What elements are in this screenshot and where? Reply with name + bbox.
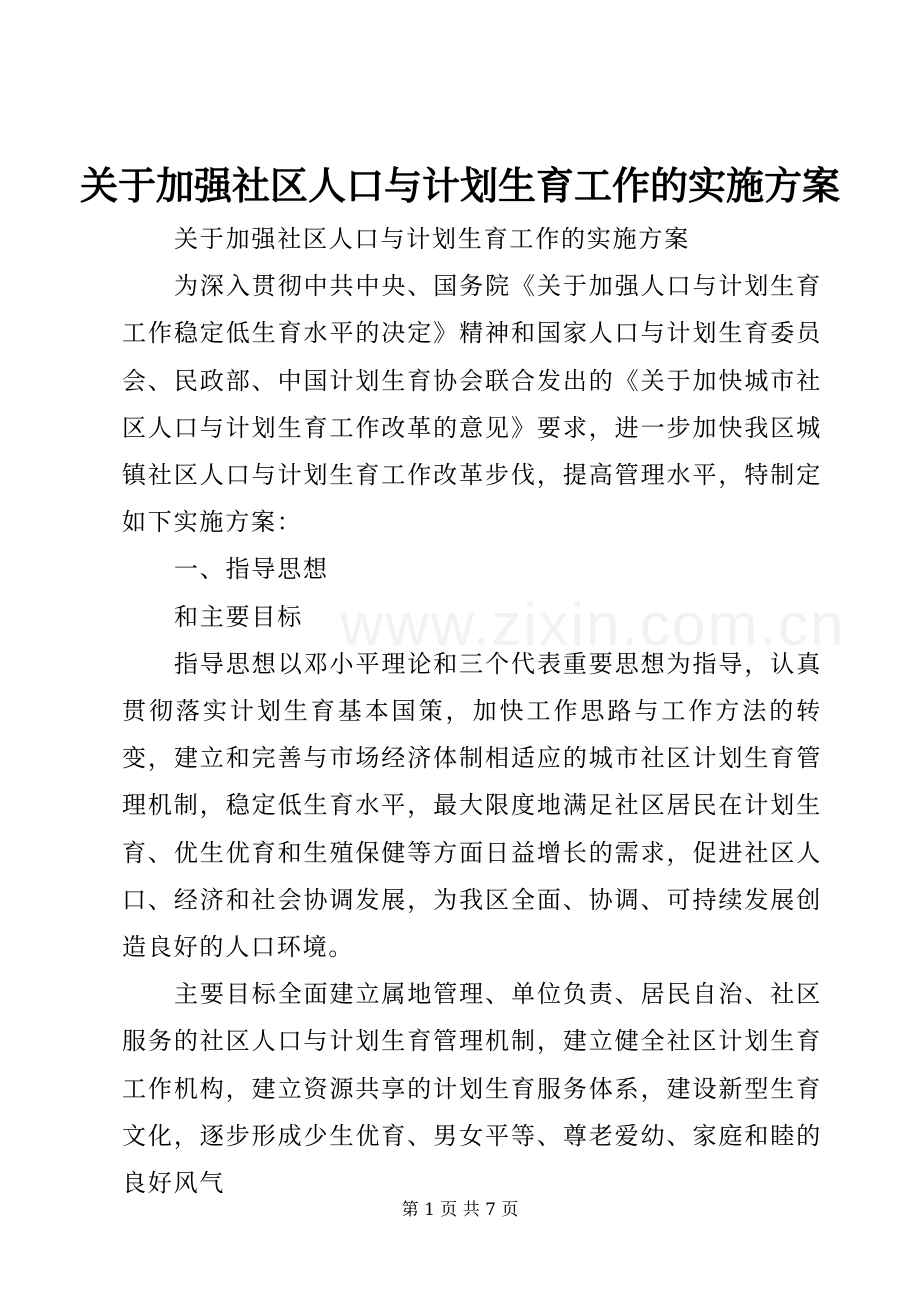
document-body [122,216,822,1207]
paragraph-guiding-thought: 指导思想以邓小平理论和三个代表重要思想为指导，认真贯彻落实计划生育基本国策，加快工作思路与工作方法的转变，建立和完善与市场经济体制相适应的城市社区计划生育管理机制，稳定低生育水平，最大限度地满足社区居民在计划生育、优生优育和生殖保健等方面日益增长的需求，促进社区人口、经济和社会协调发展，为我区全面、协调、可持续发展创造良好的人口环境。 [122,649,822,962]
section-heading: 一、指导思想 [174,555,329,584]
page-number-footer: 第 1 页 共 7 页 [401,1200,519,1220]
watermark: www.zixin.com.cn [340,591,846,658]
section-heading-continued: 和主要目标 [174,602,303,631]
paragraph-intro: 为深入贯彻中共中央、国务院《关于加强人口与计划生育工作稳定低生育水平的决定》精神和国家人口与计划生育委员会、民政部、中国计划生育协会联合发出的《关于加快城市社区人口与计划生育工作改革的意见》要求，进一步加快我区城镇社区人口与计划生育工作改革步伐，提高管理水平，特制定如下实施方案： [122,272,822,537]
document-title: 关于加强社区人口与计划生育工作的实施方案 [79,163,840,208]
paragraph-main-goal: 主要目标全面建立属地管理、单位负责、居民自治、社区服务的社区人口与计划生育管理机制，建立健全社区计划生育工作机构，建立资源共享的计划生育服务体系，建设新型生育文化，逐步形成少生优育、男女平等、尊老爱幼、家庭和睦的良好风气 [122,980,822,1198]
paragraph-subtitle: 关于加强社区人口与计划生育工作的实施方案 [174,225,690,253]
